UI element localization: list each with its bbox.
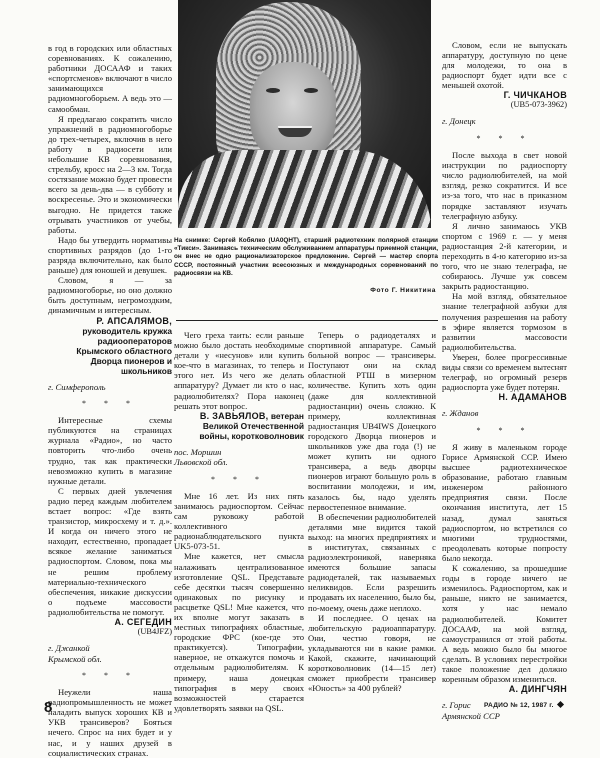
- author-name: А. ДИНГЧЯН: [508, 684, 567, 695]
- section-separator: * * *: [476, 133, 533, 143]
- author-name: Г. ЧИЧКАНОВ: [503, 90, 567, 101]
- portrait-photo: [178, 0, 431, 228]
- horizontal-rule: [176, 320, 438, 321]
- section-separator: * * *: [82, 671, 138, 680]
- photo-credit: Фото Г. Никитина: [370, 287, 436, 294]
- author-title-line: руководитель кружка: [82, 325, 172, 336]
- letter-paragraph: Словом, я — за радиомногоборье, но оно должно быть доступным, негромоздким, динамичным и интересным.: [48, 275, 172, 316]
- running-footer: [484, 702, 563, 709]
- author-name: А. СЕГЕДИН: [114, 617, 172, 627]
- column-2: [174, 330, 304, 713]
- letter-signature: [48, 617, 172, 637]
- photo-caption: [174, 237, 438, 278]
- author-place: г. Жданов: [442, 408, 479, 419]
- author-title-inline: ветеран: [270, 410, 304, 421]
- letter-paragraph: И последнее. О ценах на любительскую радиоаппаратуру. Они, честно говоря, не укладываются ни в какие рамки. Какой, скажите, начинающий коротковолновик (14—15 лет) сможет приобрести трансивер «Юность» за 400 рублей?: [308, 612, 436, 694]
- author-place: г. Донецк: [442, 116, 476, 127]
- letter-paragraph: Я живу в маленьком городе Горисе Армянской ССР. Имею высшее радиотехническое образование, работаю главным инженером районного предприятия связи. После окончания института, лет 15 назад, думал заняться радиоспортом, но встретился со многими трудностями, преодолевать которые попросту было некогда.: [442, 441, 567, 563]
- letter-paragraph: Я лично занимаюсь УКВ спортом с 1969 г. — у меня радиостанция 2-й категории, и переходить в 4-ю категорию из-за того, что не знаю телеграфа, не собираюсь. Лучше уж совсем закрыть радиостанцию.: [442, 220, 567, 292]
- place-line: Армянской ССР: [442, 710, 500, 721]
- eye: [304, 88, 318, 93]
- author-name: В. ЗАВЬЯЛОВ,: [199, 410, 269, 421]
- face: [250, 62, 336, 164]
- letter-paragraph: Надо бы утвердить нормативы спортивных разрядов (до 1-го разряда включительно, как было раньше) для юношей и девушек.: [48, 234, 172, 276]
- letter-paragraph: Мне кажется, нет смысла налаживать централизованное изготовление QSL. Представьте себе десятки тысяч совершенно одинаковых по рисунку и расцветке QSL! Мне кажется, что их вполне могут заказать в местных типографиях областные, городские ФРС (кое-где это практикуется). Типографии, наверное, не откажутся помочь и отдельным радиолюбителям. К примеру, наша донецкая типография в меру своих возможностей старается удовлетворять заявки на QSL.: [174, 551, 304, 713]
- place-line: Львовской обл.: [174, 457, 228, 468]
- letter-signature: [442, 392, 567, 402]
- letter-paragraph: Мне 16 лет. Из них пять занимаюсь радиоспортом. Сейчас сам руковожу работой коллективного радионаблюдательского пункта UK5-073-51.: [174, 490, 304, 552]
- letter-paragraph: Я предлагаю сократить число упражнений в радиомногоборье до трех-четырех, включив в него работу в радиосети или небольшие КВ соревнования, стрельбу, кросс на 2—3 км. Тогда состязание можно будет провести всего за день-два — в субботу и воскресенье. Это и экономически выгодно. Не придется также отрывать участников от учебы, работы.: [48, 113, 172, 235]
- letter-paragraph: в год в городских или областных соревнованиях. К сожалению, работники ДОСААФ и таких «спортсменов» включают в число занимающихся радиомногоборьем. А ведь это — самообман.: [48, 43, 173, 114]
- author-place: г. Симферополь: [48, 381, 106, 392]
- section-separator: * * *: [211, 474, 267, 484]
- author-callsign: (UB4JFZ): [137, 627, 172, 636]
- letter-paragraph: К сожалению, за прошедшие годы в городе ничего не изменилось. Радиоспортом, как и раньше, никто не занимается, хотя у нас немало радиолюбителей. Комитет ДОСААФ, на мой взгляд, самоустранился от этой работы. А ведь можно было бы многое сделать. В условиях перестройки такое положение дел должно коренным образом измениться.: [442, 563, 567, 685]
- column-4: [442, 40, 567, 721]
- section-separator: * * *: [476, 425, 533, 435]
- author-place: [174, 447, 304, 468]
- letter-signature: [174, 411, 304, 441]
- letter-paragraph: С первых дней увлечения радио перед каждым любителем встает вопрос: «Где взять транзистор, микросхему и т. д.». И когда он ничего этого не находит, естественно, пропадает всякое желание заниматься радиоспортом. Словом, пока мы не решим проблему материально-технического обеспечения, никакие дискуссии о подъеме массовости радиолюбительства не помогут.: [48, 485, 172, 617]
- letter-paragraph: Уверен, более прогрессивные виды связи со временем вытеснят телеграф, но огромный резерв радиоспорта уже будет потерян.: [442, 351, 567, 393]
- place-line: пос. Моршин: [174, 446, 222, 457]
- journal-issue: РАДИО № 12, 1987 г.: [484, 702, 554, 709]
- letter-paragraph: Словом, если не выпускать аппаратуру, доступную по цене для молодежи, то она в радиоспорт будет идти все с меньшей охотой.: [442, 40, 567, 91]
- place-line: Крымской обл.: [48, 653, 102, 664]
- letter-paragraph: Чего греха таить: если раньше можно было достать необходимые детали у «несунов» или купить кое-что в магазинах, то теперь и этого нет. Из чего же делать аппаратуру? Думает ли кто о нас, радиолюбителях? Пора наконец решать этот вопрос.: [174, 330, 304, 411]
- place-line: г. Джанкой: [48, 643, 90, 653]
- letter-signature: [48, 316, 172, 376]
- author-title-line: радиооператоров: [97, 335, 172, 346]
- author-title-line: школьников: [121, 365, 172, 376]
- letter-signature: [442, 90, 567, 110]
- author-title-line: Великой Отечественной: [202, 420, 304, 431]
- author-title-line: войны, коротковолновик: [199, 430, 304, 441]
- author-title-line: Дворца пионеров и: [90, 355, 172, 366]
- letter-paragraph: После выхода в свет новой инструкции по радиоспорту число радиолюбителей, на мой взгляд, резко сократится. И все из-за того, что нас в приказном порядке заставляют изучать телеграфную азбуку.: [442, 150, 567, 221]
- letter-paragraph: Интересные схемы публикуются на страницах журнала «Радио», но часто повторить что-либо очень трудно, так как практически невозможно купить в магазине нужные детали.: [48, 415, 172, 486]
- column-1: [48, 43, 172, 758]
- author-title-line: Крымского областного: [76, 345, 172, 356]
- author-callsign: (UB5-073-3962): [510, 100, 567, 110]
- caption-text: Сергей Кобялко (UA0QHT), старший радиотехник полярной станции «Тикси». Занимаясь техническим обслуживанием аппаратуры приемной станции, он внес не одно рационализаторское предложение. Сергей — мастер спорта СССР, постоянный участник всесоюзных и международных соревнований по радиосвязи на КВ.: [174, 237, 438, 277]
- diamond-icon: [557, 701, 564, 708]
- letter-paragraph: Неужели наша радиопромышленность не может наладить выпуск хороших КВ и УКВ трансиверов? Бояться нечего. Спрос на них будет и у нас, и у наших друзей в социалистических странах.: [48, 687, 172, 758]
- letter-signature: [442, 684, 567, 694]
- section-separator: * * *: [82, 399, 138, 409]
- author-name: Р. АПСАЛЯМОВ,: [96, 315, 172, 326]
- eye: [266, 88, 280, 93]
- coat: [178, 150, 431, 228]
- caption-lead: На снимке:: [174, 237, 211, 244]
- author-name: Н. АДАМАНОВ: [498, 392, 567, 403]
- place-line: г. Горис: [442, 700, 471, 711]
- column-3: [308, 330, 436, 693]
- author-place: [48, 643, 172, 664]
- letter-paragraph: Теперь о радиодеталях и спортивной аппаратуре. Самый больной вопрос — трансиверы. Поступают они на склад областной РТШ в мизерном количестве. Купить хоть один (даже для коллективной радиостанции) очень сложно. К примеру, коллективная радиостанция UB4IWS Донецкого городского Дворца пионеров и школьников уже два года (!) не может купить ни одного трансивера, а ведь дворцы пионеров играют большую роль в воспитании молодежи, и им, казалось бы, надо уделять первостепенное внимание.: [308, 330, 436, 512]
- letter-paragraph: На мой взгляд, обязательное знание телеграфной азбуки для получения разрешения на работу в эфире является тормозом в развитии массовости радиолюбительства.: [442, 291, 567, 352]
- page-number: 8: [44, 699, 53, 716]
- letter-paragraph: В обеспечении радиолюбителей деталями мне видится такой выход: на многих предприятиях и в институтах, связанных с радиоэлектроникой, наверняка имеются большие запасы радиодеталей, так называемых неликвидов. Если разрешить продавать их населению, было бы, по-моему, очень даже неплохо.: [308, 511, 436, 613]
